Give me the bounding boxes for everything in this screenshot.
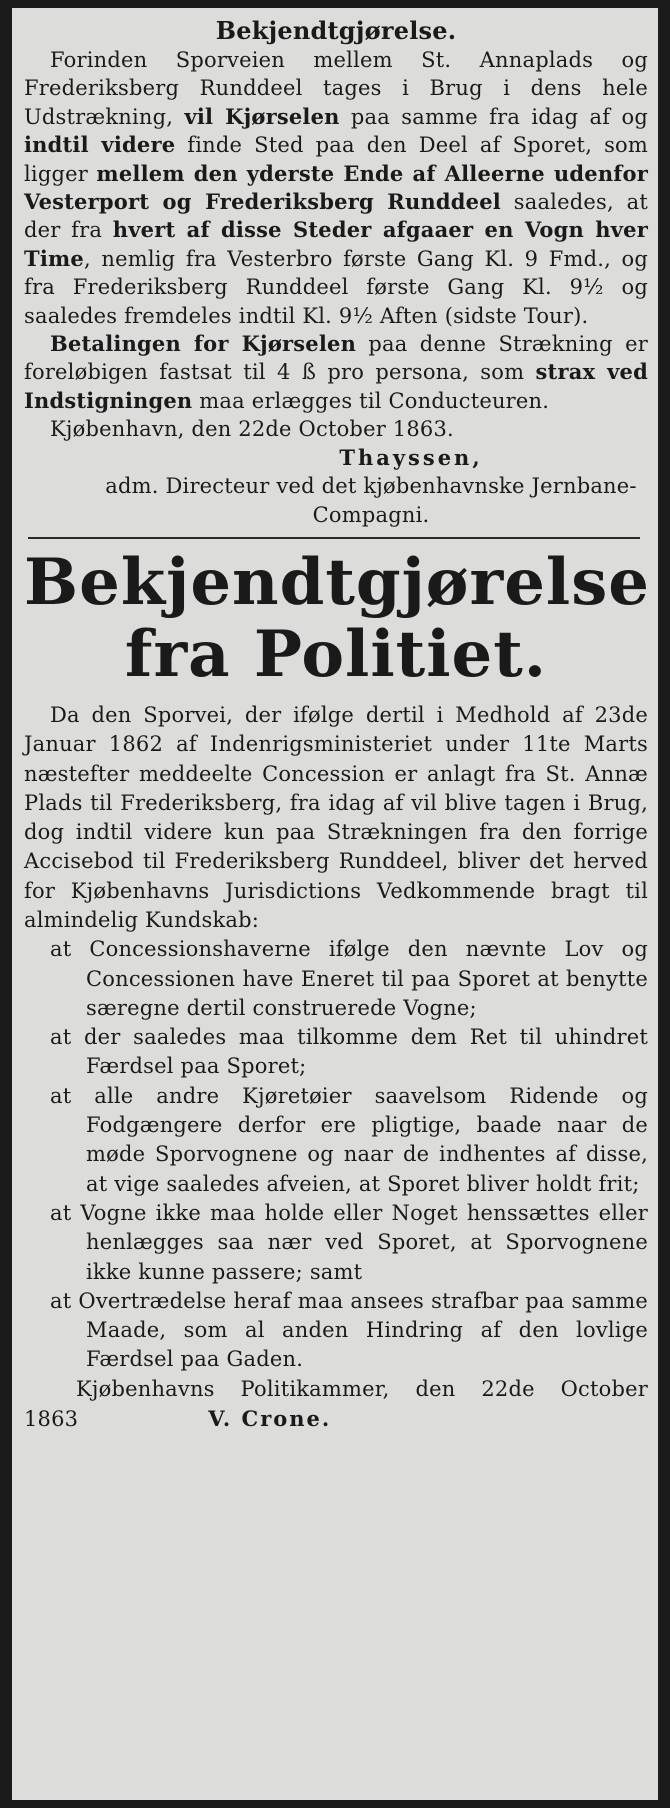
text-run: Forinden Sporveien mellem St. Annaplads og Frederiksberg Runddeel tages i Brug i dens hele Udstrækning,: [24, 48, 648, 129]
notice2-clause-5: at Overtrædelse heraf maa ansees strafbar paa samme Maade, som al anden Hindring af den lovlige Færdsel paa Gaden.: [50, 1288, 648, 1372]
notice2-intro: Da den Sporvei, der ifølge dertil i Medhold af 23de Januar 1862 af Indenrigsministeriet under 11te Marts næstefter meddeelte Concession er anlagt fra St. Annæ Plads til Frederiksberg, fra idag af vil blive tagen i Brug, dog indtil videre kun paa Strækningen fra den forrige Accisebod til Frederiksberg Runddeel, bliver det herved for Kjøbenhavns Jurisdictions Vedkommende bragt til almindelig Kundskab:: [24, 702, 648, 932]
notice1-dateline: Kjøbenhavn, den 22de October 1863.: [50, 417, 454, 442]
notice2-clause-1: at Concessionshaverne ifølge den nævnte Lov og Concessionen have Eneret til paa Sporet at benytte særegne dertil construerede Vogne;: [50, 937, 648, 1020]
bold-run: strax ved Indstigningen: [24, 359, 648, 413]
notice-tramway-company: [24, 16, 648, 529]
bold-run: hvert af disse Steder afgaaer en Vogn hver Time: [24, 217, 648, 271]
text-run: , nemlig fra Vesterbro første Gang Kl. 9 Fmd., og fra Frederiksberg Runddeel første Gang Kl. 9½ og saaledes fremdeles indtil Kl. 9½ Aften (sidste Tour).: [24, 246, 648, 328]
notice1-signature-title: adm. Directeur ved det kjøbenhavnske Jernbane-Compagni.: [105, 474, 637, 527]
text-run: finde Sted paa den Deel af Sporet, som ligger: [24, 133, 649, 186]
notice1-paragraph-2: [24, 330, 648, 415]
bold-run: vil Kjørselen: [184, 103, 340, 129]
notice1-signature-name: Thayssen,: [339, 444, 483, 470]
notice2-heading-line-2: fra Politiet.: [124, 616, 548, 692]
notice1-heading: Bekjendtgjørelse.: [215, 16, 457, 45]
notice2-closing-place-date: Kjøbenhavns Politikammer, den 22de October 1863: [24, 1376, 648, 1432]
bold-run: Betalingen for Kjørselen: [50, 331, 357, 357]
section-divider: [28, 537, 640, 539]
bold-run: indtil videre: [24, 132, 176, 158]
notice2-closing: [24, 1375, 648, 1435]
text-run: paa denne Strækning er foreløbigen fastsat til 4 ß pro persona, som: [24, 332, 648, 385]
notice2-clause-4: at Vogne ikke maa holde eller Noget henssættes eller henlægges saa nær ved Sporet, at Sporvognene ikke kunne passere; samt: [50, 1200, 648, 1284]
text-run: maa erlægges til Conducteuren.: [192, 388, 550, 413]
text-run: paa samme fra idag af og: [339, 104, 648, 129]
notice-police: [24, 544, 650, 1434]
notice1-paragraph-1: [24, 46, 648, 330]
notice2-clause-2: at der saaledes maa tilkomme dem Ret til uhindret Færdsel paa Sporet;: [50, 1025, 648, 1079]
newspaper-clipping: [12, 8, 658, 1800]
notice2-heading-line-1: Bekjendtgjørelse: [24, 544, 650, 620]
notice2-signature: V. Crone.: [208, 1406, 332, 1432]
text-run: saaledes, at der fra: [24, 190, 648, 243]
notice2-clause-3: at alle andre Kjøretøier saavelsom Ridende og Fodgængere derfor ere pligtige, baade naar de møde Sporvognene og naar de indhentes af disse, at vige saaledes afveien, at Sporet bliver holdt frit;: [50, 1083, 648, 1196]
notice2-heading: [24, 544, 650, 692]
bold-run: mellem den yderste Ende af Alleerne udenfor Vesterport og Frederiksberg Runddeel: [24, 160, 648, 215]
